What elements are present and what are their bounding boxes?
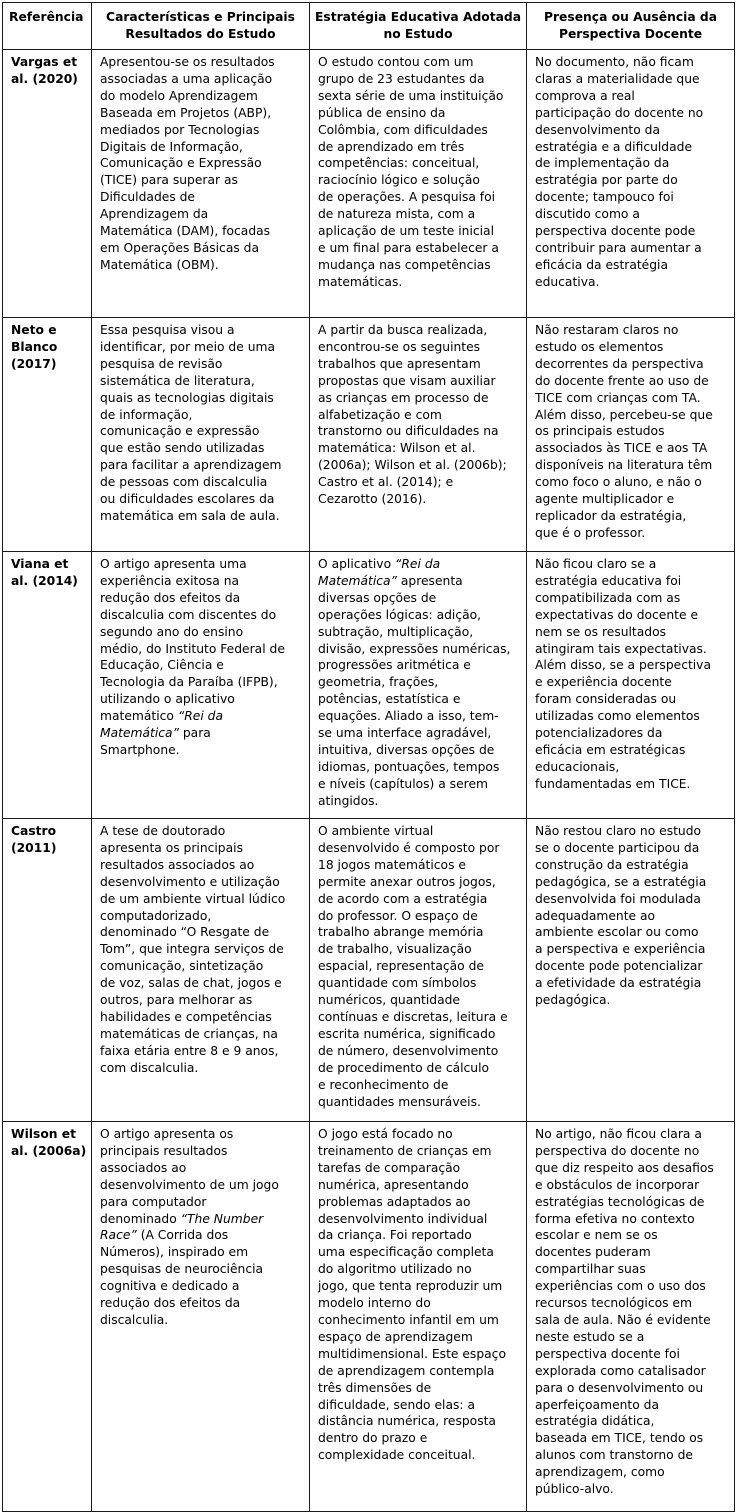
strategy-cell xyxy=(310,318,527,552)
text-line: forma efetiva no contexto xyxy=(535,1211,695,1226)
text-line: alfabetização e com xyxy=(318,407,442,422)
text-line: docente pode potencializar xyxy=(535,959,703,974)
text-line: expectativas do docente e xyxy=(535,607,699,622)
text-line: estratégia didática, xyxy=(535,1414,655,1429)
text-line: mediados por Tecnologias xyxy=(100,122,260,137)
table-row xyxy=(3,1122,735,1512)
text-line: Castro xyxy=(11,824,57,838)
text-line: Cezarotto (2016). xyxy=(318,492,427,507)
text-line: numérica, apresentando xyxy=(318,1177,469,1192)
text-line: compatibilizada com as xyxy=(535,590,681,605)
text-line: público-alvo. xyxy=(535,1482,614,1497)
text-line: complexidade conceitual. xyxy=(318,1448,476,1463)
text-line: jogo, que tenta reproduzir um xyxy=(318,1279,503,1294)
text-line: três dimensões de xyxy=(318,1380,432,1395)
characteristics-cell: O artigo apresenta uma experiência exitosa na redução dos efeitos da discalculia com discentes do segundo ano do ensino médio, do Instituto Federal de Educação, Ciência e Tecnologia da Paraíba (IFPB), utilizando o aplicativo matemático “Rei da Matemática” para Smartphone. xyxy=(92,552,310,819)
text-line: claras a materialidade que xyxy=(535,71,700,86)
text-line: e níveis (capítulos) a serem xyxy=(318,776,488,791)
perspective-cell xyxy=(527,552,735,819)
strategy-cell xyxy=(310,1122,527,1512)
text-line: perspectiva docente foi xyxy=(535,1346,680,1361)
text-line: para facilitar a aprendizagem xyxy=(100,458,282,473)
perspective-cell xyxy=(527,1122,735,1512)
text-line: O artigo apresenta os xyxy=(100,1127,234,1141)
text-line: docentes puderam xyxy=(535,1245,651,1260)
text-line: os principais estudos xyxy=(535,424,665,439)
text-line: comunicação, sintetização xyxy=(100,959,264,974)
text-line: Tecnologia da Paraíba (IFPB), xyxy=(100,675,278,690)
text-line: al. (2020) xyxy=(11,71,78,86)
text-line: transtorno ou dificuldades na xyxy=(318,424,499,439)
text-line: Aprendizagem da xyxy=(100,207,209,222)
text-line: de implementação da xyxy=(535,156,670,171)
perspective-cell xyxy=(527,50,735,318)
text-line: de pessoas com discalculia xyxy=(100,475,268,490)
text-line: redução dos efeitos da xyxy=(100,1296,241,1311)
text-line: compartilhar suas xyxy=(535,1262,646,1277)
text-line: de natureza mista, com a xyxy=(318,207,476,222)
header-strategy: Estratégia Educativa Adotada no Estudo xyxy=(310,3,527,50)
text-line: estratégias tecnológicas de xyxy=(535,1194,705,1209)
text-line: propostas que visam auxiliar xyxy=(318,373,496,388)
text-line: Blanco xyxy=(11,339,58,354)
text-line: explorada como catalisador xyxy=(535,1363,706,1378)
text-line: pedagógica. xyxy=(535,993,611,1008)
text-line: disponíveis na literatura têm xyxy=(535,458,713,473)
text-line: utilizando o aplicativo xyxy=(100,692,235,707)
text-line: da criança. Foi reportado xyxy=(318,1228,472,1243)
text-line: progressões aritmética e xyxy=(318,658,471,673)
text-line: faixa etária entre 8 e 9 anos, xyxy=(100,1043,279,1058)
text-line: de aprendizagem contempla xyxy=(318,1363,495,1378)
text-line: distância numérica, resposta xyxy=(318,1414,496,1429)
text-line: Neto e xyxy=(11,323,57,337)
text-line: alunos com transtorno de xyxy=(535,1448,693,1463)
text-line: matemática: Wilson et al. xyxy=(318,441,476,456)
text-line: desenvolvida foi modulada xyxy=(535,891,701,906)
text-line: e obstáculos de incorporar xyxy=(535,1177,700,1192)
text-line: utilizadas como elementos xyxy=(535,709,700,724)
text-line: dentro do prazo e xyxy=(318,1431,428,1446)
perspective-cell xyxy=(527,819,735,1122)
text-line: espacial, representação de xyxy=(318,959,484,974)
text-line: estratégia educativa foi xyxy=(535,573,682,588)
text-line: ou dificuldades escolares da xyxy=(100,492,275,507)
text-line: Digitais de Informação, xyxy=(100,139,243,154)
text-line: discalculia. xyxy=(100,1312,169,1327)
text-line: potências, estatística e xyxy=(318,692,461,707)
text-line: Essa pesquisa visou a xyxy=(100,323,235,337)
text-line: tarefas de comparação xyxy=(318,1160,461,1175)
text-line: experiência exitosa na xyxy=(100,573,240,588)
strategy-cell: O aplicativo “Rei da Matemática” apresenta diversas opções de operações lógicas: adição, subtração, multiplicação, divisão, expressões numéricas, progressões aritmética e geometria, frações, potências, estatística e equações. Aliado a isso, tem- se uma interface agradável, intuitiva, diversas opções de idiomas, pontuações, tempos e níveis (capítulos) a serem atingidos. xyxy=(310,552,527,819)
text-line: encontrou-se os seguintes xyxy=(318,339,481,354)
text-line: Wilson et xyxy=(11,1127,77,1141)
text-line: e um final para estabelecer a xyxy=(318,240,499,255)
characteristics-cell: O artigo apresenta os principais resultados associados ao desenvolvimento de um jogo para computador denominado “The Number Race” (A Corrida dos Números), inspirado em pesquisas de neurociência cognitiva e dedicado a redução dos efeitos da discalculia. xyxy=(92,1122,310,1512)
text-line: multidimensional. Este espaço xyxy=(318,1346,506,1361)
text-line: O estudo contou com um xyxy=(318,55,474,69)
text-line: desenvolvimento de um jogo xyxy=(100,1177,279,1192)
text-line: nem se os resultados xyxy=(535,624,667,639)
text-line: Matemática (DAM), focadas xyxy=(100,224,271,239)
text-line: associados ao xyxy=(100,1160,187,1175)
text-line: contribuir para aumentar a xyxy=(535,240,702,255)
text-line: intuitiva, diversas opções de xyxy=(318,742,495,757)
text-line: agente multiplicador e xyxy=(535,492,675,507)
text-line: e reconhecimento de xyxy=(318,1077,449,1092)
text-line: (2011) xyxy=(11,840,57,855)
text-line: Vargas et xyxy=(11,55,78,69)
table-row xyxy=(3,50,735,318)
text-line: al. (2014) xyxy=(11,573,78,588)
header-perspective: Presença ou Ausência da Perspectiva Docente xyxy=(527,3,735,50)
text-line: ambiente escolar ou como xyxy=(535,925,699,940)
text-line: discutido como a xyxy=(535,207,640,222)
text-line: Comunicação e Expressão xyxy=(100,156,262,171)
header-characteristics: Características e Principais Resultados do Estudo xyxy=(92,3,310,50)
text-line: decorrentes da perspectiva xyxy=(535,356,704,371)
text-line: mudança nas competências xyxy=(318,257,491,272)
text-line: para computador xyxy=(100,1194,207,1209)
text-line: principais resultados xyxy=(100,1143,228,1158)
text-line: que é o professor. xyxy=(535,525,646,540)
text-line: idiomas, pontuações, tempos xyxy=(318,759,500,774)
table-row xyxy=(3,552,735,819)
text-line: Tom”, que integra serviços de xyxy=(100,942,284,957)
text-line: de procedimento de cálculo xyxy=(318,1060,490,1075)
text-line: de voz, salas de chat, jogos e xyxy=(100,976,282,991)
text-line: aperfeiçoamento da xyxy=(535,1397,660,1412)
text-line: estratégia por parte do xyxy=(535,173,678,188)
text-line: Colômbia, com dificuldades xyxy=(318,122,488,137)
text-line: Viana et xyxy=(11,557,69,571)
text-line: matemáticas. xyxy=(318,274,403,289)
text-line: outros, para melhorar as xyxy=(100,993,253,1008)
text-line: de número, desenvolvimento xyxy=(318,1043,499,1058)
text-line: Apresentou-se os resultados xyxy=(100,55,275,69)
text-line: replicador da estratégia, xyxy=(535,508,687,523)
text-line: eficácia da estratégia xyxy=(535,257,669,272)
strategy-cell xyxy=(310,50,527,318)
text-line: Castro et al. (2014); e xyxy=(318,475,454,490)
text-line: para o desenvolvimento ou xyxy=(535,1380,704,1395)
text-line: Não restou claro no estudo xyxy=(535,824,702,838)
text-line: a perspectiva e experiência xyxy=(535,942,706,957)
text-line: al. (2006a) xyxy=(11,1143,87,1158)
strategy-cell xyxy=(310,819,527,1122)
text-line: estudo os elementos xyxy=(535,339,664,354)
text-line: baseada em TICE, tendo os xyxy=(535,1431,704,1446)
text-line: quantidade com símbolos xyxy=(318,976,477,991)
text-line: discalculia com discentes do xyxy=(100,607,277,622)
text-line: trabalhos que apresentam xyxy=(318,356,481,371)
text-line: No artigo, não ficou clara a xyxy=(535,1127,702,1141)
text-line: problemas adaptados ao xyxy=(318,1194,471,1209)
text-line: O artigo apresenta uma xyxy=(100,557,247,571)
characteristics-cell xyxy=(92,50,310,318)
text-line: TICE com crianças com TA. xyxy=(535,390,701,405)
reference-cell xyxy=(3,552,92,819)
text-line: dificuldade, sendo elas: a xyxy=(318,1397,475,1412)
text-line: experiências com o uso dos xyxy=(535,1279,706,1294)
text-line: como foco o aluno, e não o xyxy=(535,475,702,490)
text-line: Além disso, se a perspectiva xyxy=(535,658,711,673)
text-line: de trabalho, visualização xyxy=(318,942,472,957)
text-line: quais as tecnologias digitais xyxy=(100,390,274,405)
text-line: computadorizado, xyxy=(100,908,212,923)
reference-cell xyxy=(3,50,92,318)
text-line: matemáticas de crianças, na xyxy=(100,1026,278,1041)
text-line: e experiência docente xyxy=(535,675,672,690)
text-line: (2006a); Wilson et al. (2006b); xyxy=(318,458,507,473)
text-line: A partir da busca realizada, xyxy=(318,323,488,337)
text-line: resultados associados ao xyxy=(100,857,255,872)
text-line: que estão sendo utilizadas xyxy=(100,441,265,456)
text-line: as crianças em processo de xyxy=(318,390,489,405)
text-line: desenvolvido é composto por xyxy=(318,840,500,855)
text-line: com discalculia. xyxy=(100,1060,199,1075)
text-line: Não ficou claro se a xyxy=(535,557,657,571)
text-line: do docente frente ao uso de xyxy=(535,373,709,388)
text-line: Números), inspirado em xyxy=(100,1245,249,1260)
text-line: pesquisa de revisão xyxy=(100,356,223,371)
text-line: aplicação de um teste inicial xyxy=(318,224,495,239)
text-line: neste estudo se a xyxy=(535,1329,645,1344)
text-line: operações lógicas: adição, xyxy=(318,607,482,622)
text-line: (2017) xyxy=(11,356,57,371)
text-line: atingidos. xyxy=(318,793,379,808)
text-line: grupo de 23 estudantes da xyxy=(318,71,485,86)
text-line: comunicação e expressão xyxy=(100,424,260,439)
text-line: do modelo Aprendizagem xyxy=(100,88,258,103)
text-line: (TICE) para superar as xyxy=(100,173,238,188)
text-line: eficácia em estratégicas xyxy=(535,742,686,757)
text-line: adequadamente ao xyxy=(535,908,656,923)
reference-cell xyxy=(3,1122,92,1512)
text-line: atingiram tais expectativas. xyxy=(535,641,707,656)
text-line: Baseada em Projetos (ABP), xyxy=(100,105,272,120)
text-line: raciocínio lógico e solução xyxy=(318,173,480,188)
text-line: divisão, expressões numéricas, xyxy=(318,641,511,656)
text-line: denominado “O Resgate de xyxy=(100,925,270,940)
text-line: de acordo com a estratégia xyxy=(318,891,488,906)
header-row xyxy=(3,3,735,50)
text-line: se o docente participou da xyxy=(535,840,700,855)
text-line: de informação, xyxy=(100,407,193,422)
text-line: a efetividade da estratégia xyxy=(535,976,702,991)
text-line: escrita numérica, significado xyxy=(318,1026,496,1041)
text-line: docente; tampouco foi xyxy=(535,190,674,205)
text-line: contínuas e discretas, leitura e xyxy=(318,1009,508,1024)
text-line: associadas a uma aplicação xyxy=(100,71,273,86)
text-line: identificar, por meio de uma xyxy=(100,339,276,354)
text-line: numéricos, quantidade xyxy=(318,993,460,1008)
text-line: diversas opções de xyxy=(318,590,437,605)
text-line: A tese de doutorado xyxy=(100,824,226,838)
text-line: perspectiva do docente no xyxy=(535,1143,700,1158)
text-line: geometria, frações, xyxy=(318,675,439,690)
text-line: desenvolvimento e utilização xyxy=(100,874,280,889)
text-line: Educação, Ciência e xyxy=(100,658,224,673)
characteristics-cell xyxy=(92,819,310,1122)
text-line: apresenta os principais xyxy=(100,840,243,855)
text-line: participação do docente no xyxy=(535,105,704,120)
text-line: médio, do Instituto Federal de xyxy=(100,641,285,656)
text-line: segundo ano do ensino xyxy=(100,624,244,639)
text-line: pública de ensino da xyxy=(318,105,446,120)
reference-cell xyxy=(3,318,92,552)
text-line: educacionais, xyxy=(535,759,620,774)
text-line: do professor. O espaço de xyxy=(318,908,478,923)
text-line: do algoritmo utilizado no xyxy=(318,1262,472,1277)
text-line: pesquisas de neurociência xyxy=(100,1262,264,1277)
text-line: sala de aula. Não é evidente xyxy=(535,1312,711,1327)
text-line: sistemática de literatura, xyxy=(100,373,255,388)
text-line: quantidades mensuráveis. xyxy=(318,1094,481,1109)
text-line: perspectiva docente pode xyxy=(535,224,696,239)
text-line: 18 jogos matemáticos e xyxy=(318,857,466,872)
text-line: permite anexar outros jogos, xyxy=(318,874,496,889)
text-line: potencializadores da xyxy=(535,726,663,741)
text-line: educativa. xyxy=(535,274,600,289)
text-line: competências: conceitual, xyxy=(318,156,480,171)
text-line: O ambiente virtual xyxy=(318,824,434,838)
text-line: O jogo está focado no xyxy=(318,1127,453,1141)
text-line: recursos tecnológicos em xyxy=(535,1296,692,1311)
text-line: Além disso, percebeu-se que xyxy=(535,407,713,422)
text-line: foram consideradas ou xyxy=(535,692,677,707)
text-line: associados às TICE e aos TA xyxy=(535,441,708,456)
text-line: de aprendizado em três xyxy=(318,139,465,154)
text-line: comprova a real xyxy=(535,88,635,103)
text-line: aprendizagem, como xyxy=(535,1465,665,1480)
text-line: subtração, multiplicação, xyxy=(318,624,474,639)
text-line: modelo interno do xyxy=(318,1296,431,1311)
text-line: fundamentadas em TICE. xyxy=(535,776,691,791)
text-line: de um ambiente virtual lúdico xyxy=(100,891,286,906)
text-line: que diz respeito aos desafios xyxy=(535,1160,714,1175)
characteristics-cell xyxy=(92,318,310,552)
table-row xyxy=(3,819,735,1122)
text-line: em Operações Básicas da xyxy=(100,240,260,255)
perspective-cell xyxy=(527,318,735,552)
text-line: construção da estratégia xyxy=(535,857,689,872)
text-line: estratégia e a dificuldade xyxy=(535,139,693,154)
text-line: Dificuldades de xyxy=(100,190,196,205)
text-line: equações. Aliado a isso, tem- xyxy=(318,709,499,724)
text-line: de operações. A pesquisa foi xyxy=(318,190,496,205)
text-line: se uma interface agradável, xyxy=(318,726,492,741)
text-line: conhecimento infantil em um xyxy=(318,1312,499,1327)
table-row xyxy=(3,318,735,552)
text-line: escolar e nem se os xyxy=(535,1228,658,1243)
text-line: espaço de aprendizagem xyxy=(318,1329,473,1344)
header-reference: Referência xyxy=(3,3,92,50)
text-line: treinamento de crianças em xyxy=(318,1143,492,1158)
text-line: uma especificação completa xyxy=(318,1245,494,1260)
text-line: matemática em sala de aula. xyxy=(100,508,280,523)
references-table xyxy=(2,2,735,1512)
text-line: Não restaram claros no xyxy=(535,323,679,337)
text-line: redução dos efeitos da xyxy=(100,590,241,605)
text-line: trabalho abrange memória xyxy=(318,925,484,940)
text-line: desenvolvimento individual xyxy=(318,1211,488,1226)
text-line: Matemática (OBM). xyxy=(100,257,219,272)
text-line: sexta série de uma instituição xyxy=(318,88,504,103)
text-line: pedagógica, se a estratégia xyxy=(535,874,707,889)
text-line: habilidades e competências xyxy=(100,1009,272,1024)
text-line: desenvolvimento da xyxy=(535,122,660,137)
text-line: cognitiva e dedicado a xyxy=(100,1279,240,1294)
reference-cell xyxy=(3,819,92,1122)
text-line: No documento, não ficam xyxy=(535,55,694,69)
